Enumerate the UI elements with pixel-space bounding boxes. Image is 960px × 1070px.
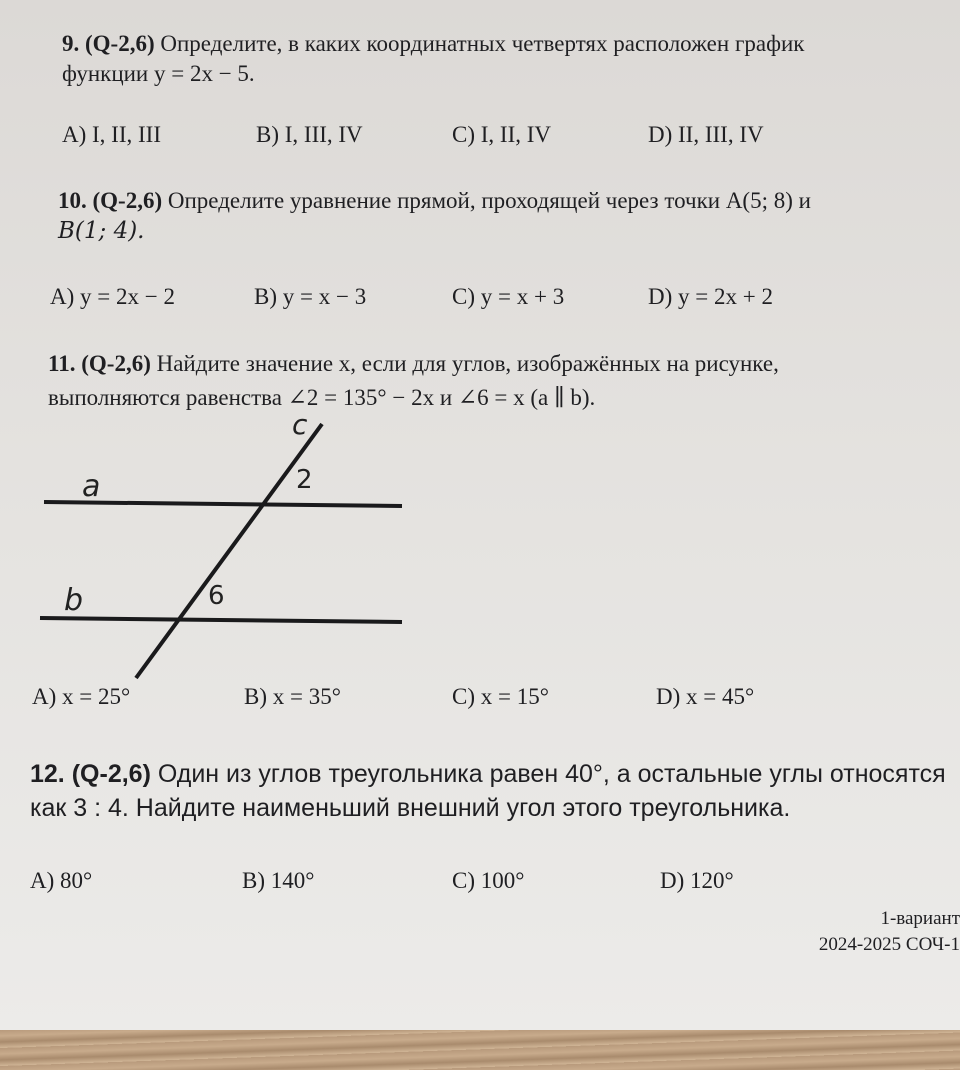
question-11-line2: выполняются равенства ∠2 = 135° − 2x и ∠6 = x (a ∥ b). — [48, 385, 596, 410]
question-12-line1 — [30, 758, 946, 790]
question-10-text: Определите уравнение прямой, проходящей через точки A(5; 8) и — [167, 188, 811, 213]
question-11-line1 — [48, 348, 779, 380]
question-10-option-a: A) y = 2x − 2 — [50, 284, 175, 309]
question-10-code: (Q-2,6) — [92, 188, 163, 213]
label-b: b — [64, 583, 84, 618]
question-9-code: (Q-2,6) — [85, 31, 155, 56]
angle-label-2: 2 — [296, 465, 313, 495]
table-surface — [0, 1030, 960, 1070]
question-9-line2: функции y = 2x − 5. — [62, 61, 255, 86]
label-a: a — [82, 469, 101, 504]
label-c: c — [292, 412, 308, 441]
footer-variant: 1-вариант — [880, 908, 960, 929]
question-12-line2: как 3 : 4. Найдите наименьший внешний угол этого треугольника. — [30, 794, 791, 822]
question-12-text: Один из углов треугольника равен 40°, а остальные углы относятся — [157, 760, 946, 788]
question-10-line1 — [58, 185, 811, 217]
question-11-text: Найдите значение x, если для углов, изображённых на рисунке, — [156, 351, 779, 376]
question-12-code: (Q-2,6) — [71, 760, 151, 788]
footer-code: 2024-2025 СОЧ-1 — [818, 934, 960, 955]
angle-label-6: 6 — [208, 581, 225, 611]
question-12-option-d: D) 120° — [660, 868, 734, 893]
question-10-number: 10. — [58, 188, 87, 213]
question-9-number: 9. — [62, 31, 80, 56]
line-b — [40, 618, 402, 622]
question-12-option-c: C) 100° — [452, 868, 525, 893]
question-9-option-b: B) I, III, IV — [256, 122, 363, 147]
parallel-lines-figure — [30, 412, 450, 692]
question-9-option-d: D) II, III, IV — [648, 122, 764, 147]
question-11-option-c: C) x = 15° — [452, 684, 549, 709]
question-10-option-d: D) y = 2x + 2 — [648, 284, 773, 309]
question-9-option-a: A) I, II, III — [62, 122, 161, 147]
question-12-option-b: B) 140° — [242, 868, 315, 893]
question-12-option-a: A) 80° — [30, 868, 93, 893]
question-11-option-b: B) x = 35° — [244, 684, 341, 709]
question-11-code: (Q-2,6) — [81, 351, 151, 376]
question-11-option-a: A) x = 25° — [32, 684, 131, 709]
question-9-option-c: C) I, II, IV — [452, 122, 551, 147]
question-11-option-d: D) x = 45° — [656, 684, 755, 709]
question-12-number: 12. — [30, 760, 65, 788]
transversal-c — [136, 424, 322, 678]
question-9-line1 — [62, 28, 804, 60]
question-10-option-b: B) y = x − 3 — [254, 284, 367, 309]
question-10-option-c: C) y = x + 3 — [452, 284, 565, 309]
question-11-number: 11. — [48, 351, 76, 376]
question-10-line2: B(1; 4). — [58, 218, 145, 244]
question-9-text: Определите, в каких координатных четвертях расположен график — [160, 31, 805, 56]
